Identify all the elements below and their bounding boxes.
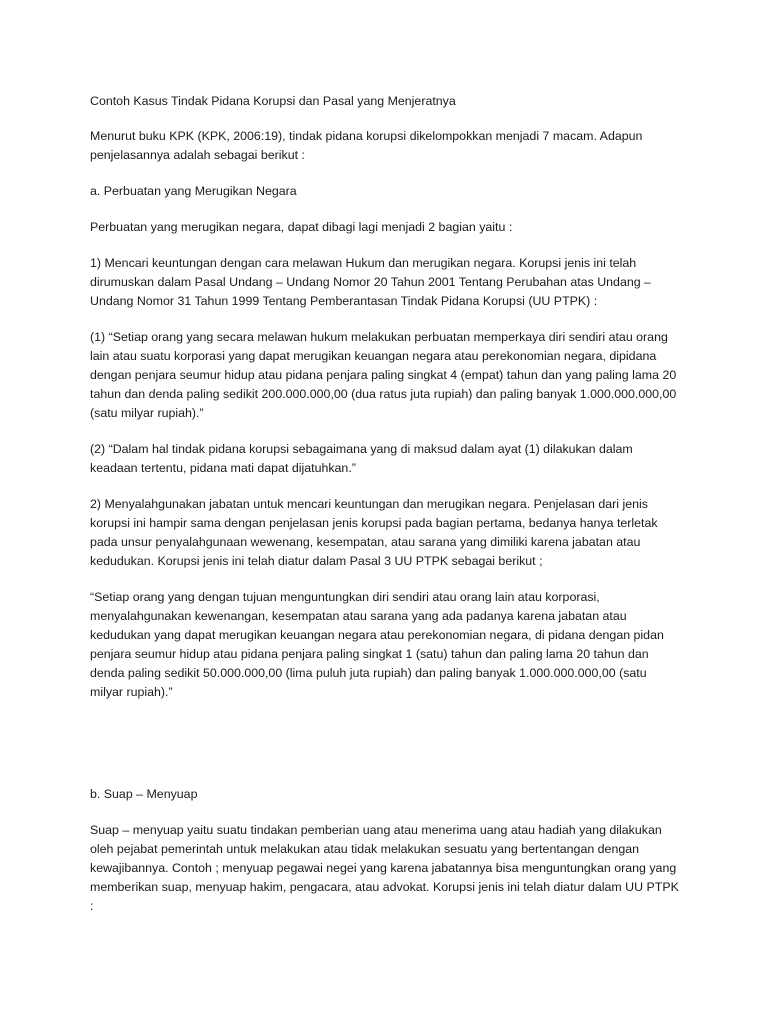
section-spacer xyxy=(90,719,680,785)
section-a-lead: Perbuatan yang merugikan negara, dapat dibagi lagi menjadi 2 bagian yaitu : xyxy=(90,220,513,234)
document-title: Contoh Kasus Tindak Pidana Korupsi dan Pasal yang Menjeratnya xyxy=(90,94,456,108)
section-a-heading: a. Perbuatan yang Merugikan Negara xyxy=(90,184,297,198)
section-a-point-2: 2) Menyalahgunakan jabatan untuk mencari keuntungan dan merugikan negara. Penjelasan dari jenis korupsi ini hampir sama dengan penjelasan jenis korupsi pada bagian pertama, bedanya hanya terletak pada unsur penyalahgunaan wewenang, kesempatan, atau sarana yang dimiliki karena jabatan atau kedudukan. Korupsi jenis ini telah diatur dalam Pasal 3 UU PTPK sebagai berikut ; xyxy=(90,497,658,568)
section-b-heading: b. Suap – Menyuap xyxy=(90,787,198,801)
section-a-quote-3: “Setiap orang yang dengan tujuan menguntungkan diri sendiri atau orang lain atau korporasi, menyalahgunakan kewenangan, kesempatan atau sarana yang ada padanya karena jabatan atau kedudukan yang dapat merugikan keuangan negara atau perekonomian negara, di pidana dengan pidan penjara seumur hidup atau pidana penjara paling singkat 1 (satu) tahun dan paling lama 20 tahun dan denda paling sedikit 50.000.000,00 (lima puluh juta rupiah) dan paling banyak 1.000.000.000,00 (satu milyar rupiah).” xyxy=(90,590,664,699)
section-a-point-1: 1) Mencari keuntungan dengan cara melawan Hukum dan merugikan negara. Korupsi jenis ini telah dirumuskan dalam Pasal Undang – Undang Nomor 20 Tahun 2001 Tentang Perubahan atas Undang – Undang Nomor 31 Tahun 1999 Tentang Pemberantasan Tindak Pidana Korupsi (UU PTPK) : xyxy=(90,256,651,308)
section-a-quote-1: (1) “Setiap orang yang secara melawan hukum melakukan perbuatan memperkaya diri sendiri atau orang lain atau suatu korporasi yang dapat merugikan keuangan negara atau perekonomian negara, dipidana dengan penjara seumur hidup atau pidana penjara paling singkat 4 (empat) tahun dan yang paling lama 20 tahun dan denda paling sedikit 200.000.000,00 (dua ratus juta rupiah) dan paling banyak 1.000.000.000,00 (satu milyar rupiah).” xyxy=(90,330,677,420)
section-b-body: Suap – menyuap yaitu suatu tindakan pemberian uang atau menerima uang atau hadiah yang dilakukan oleh pejabat pemerintah untuk melakukan atau tidak melakukan sesuatu yang bertentangan dengan kewajibannya. Contoh ; menyuap pegawai negei yang karena jabatannya bisa menguntungkan orang yang memberikan suap, menyuap hakim, pengacara, atau advokat. Korupsi jenis ini telah diatur dalam UU PTPK : xyxy=(90,823,679,913)
intro-paragraph: Menurut buku KPK (KPK, 2006:19), tindak pidana korupsi dikelompokkan menjadi 7 macam. Adapun penjelasannya adalah sebagai berikut : xyxy=(90,129,643,162)
section-a-quote-2: (2) “Dalam hal tindak pidana korupsi sebagaimana yang di maksud dalam ayat (1) dilakukan dalam keadaan tertentu, pidana mati dapat dijatuhkan.” xyxy=(90,442,633,475)
document-body xyxy=(90,92,680,933)
